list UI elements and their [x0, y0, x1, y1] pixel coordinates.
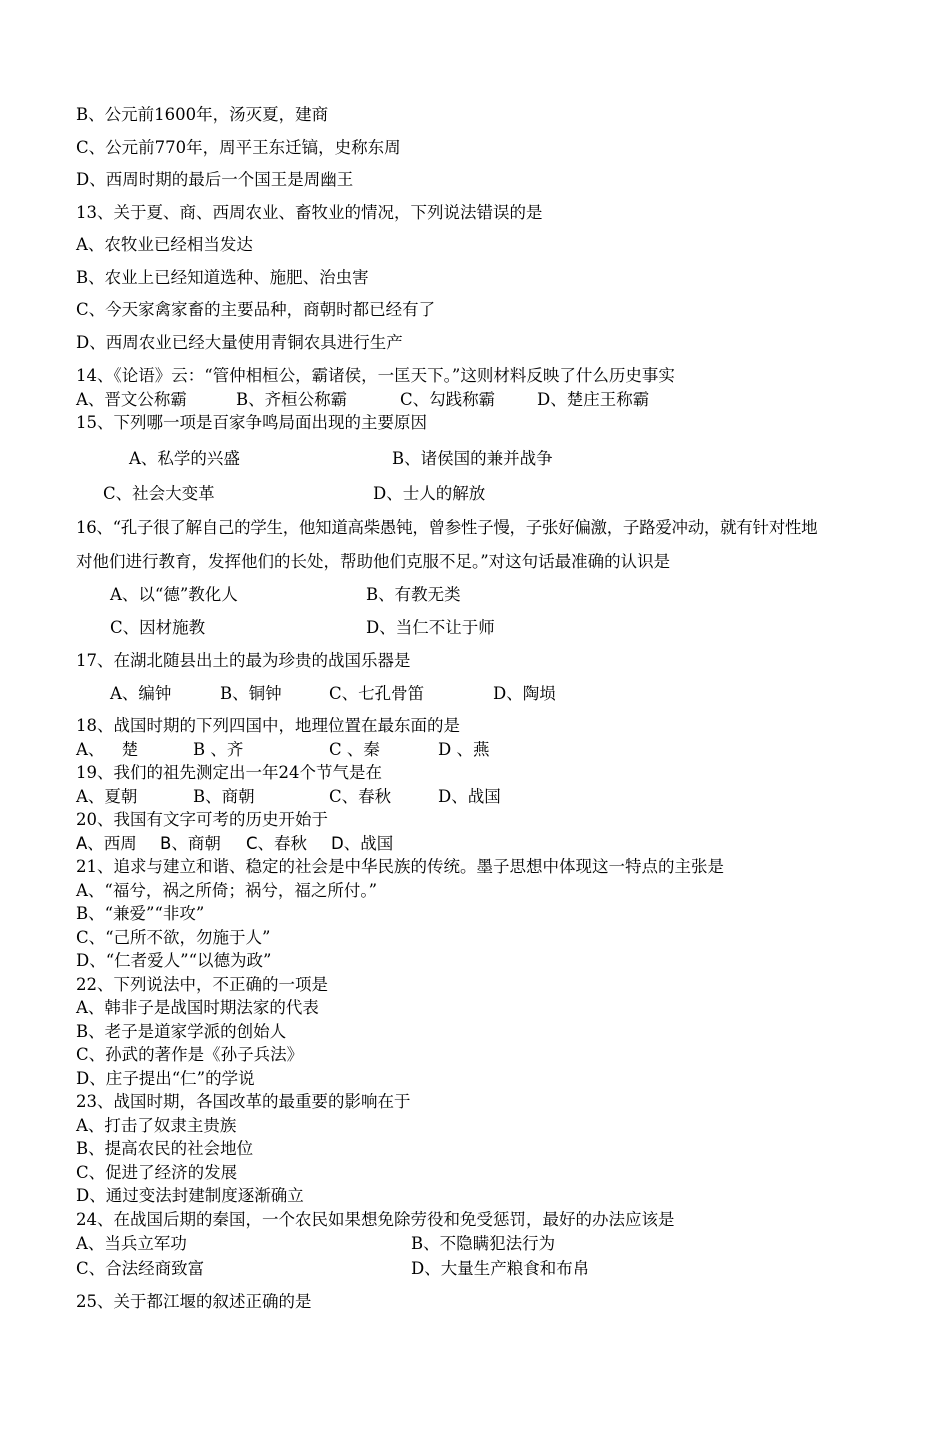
q18-option-d: D 、燕 [438, 740, 490, 759]
q18-option-a: A、 楚 [76, 740, 139, 759]
q14-option-a: A、晋文公称霸 [76, 390, 187, 409]
q21-option-b: B、“兼爱”“非攻” [76, 904, 205, 923]
q23-option-a: A、打击了奴隶主贵族 [76, 1116, 237, 1135]
q20-option-c: C、春秋 [246, 834, 308, 853]
q18-stem: 18、战国时期的下列四国中，地理位置在最东面的是 [76, 716, 460, 735]
q16-stem-line2: 对他们进行教育，发挥他们的长处，帮助他们克服不足。”对这句话最准确的认识是 [76, 552, 671, 571]
q16-option-b: B、有教无类 [366, 585, 461, 604]
q24-option-a: A、当兵立军功 [76, 1234, 187, 1253]
q22-stem: 22、下列说法中，不正确的一项是 [76, 975, 328, 994]
q14-option-c: C、勾践称霸 [400, 390, 496, 409]
q22-option-a: A、韩非子是战国时期法家的代表 [76, 998, 319, 1017]
q13-option-d: D、西周农业已经大量使用青铜农具进行生产 [76, 333, 403, 352]
q20-option-d: D、战国 [331, 834, 394, 853]
q15-option-c: C、社会大变革 [103, 484, 215, 503]
q20-option-b: B、商朝 [160, 834, 221, 853]
q14-option-d: D、楚庄王称霸 [537, 390, 650, 409]
q16-option-d: D、当仁不让于师 [366, 618, 495, 637]
q19-option-d: D、战国 [438, 787, 501, 806]
q13-option-b: B、农业上已经知道选种、施肥、治虫害 [76, 268, 369, 287]
q18-option-c: C 、秦 [329, 740, 380, 759]
q17-option-a: A、编钟 [110, 684, 172, 703]
q21-option-c: C、“己所不欲，勿施于人” [76, 928, 271, 947]
q23-option-d: D、通过变法封建制度逐渐确立 [76, 1186, 304, 1205]
q13-option-a: A、农牧业已经相当发达 [76, 235, 253, 254]
q12-option-d: D、西周时期的最后一个国王是周幽王 [76, 170, 354, 189]
q17-option-d: D、陶埙 [493, 684, 556, 703]
q17-option-b: B、铜钟 [220, 684, 282, 703]
q21-stem: 21、追求与建立和谐、稳定的社会是中华民族的传统。墨子思想中体现这一特点的主张是 [76, 857, 724, 876]
q24-option-b: B、不隐瞒犯法行为 [411, 1234, 556, 1253]
q16-stem-line1: 16、“孔子很了解自己的学生，他知道高柴愚钝，曾参性子慢，子张好偏激，子路爱冲动，就有针对性地 [76, 518, 818, 537]
q20-option-a: A、西周 [76, 834, 137, 853]
q20-stem: 20、我国有文字可考的历史开始于 [76, 810, 328, 829]
q21-option-d: D、“仁者爱人”“以德为政” [76, 951, 272, 970]
q25-stem: 25、关于都江堰的叙述正确的是 [76, 1292, 312, 1311]
q21-option-a: A、“福兮，祸之所倚；祸兮，福之所付。” [76, 881, 378, 900]
q24-option-c: C、合法经商致富 [76, 1259, 205, 1278]
q14-option-b: B、齐桓公称霸 [236, 390, 348, 409]
q19-option-c: C、春秋 [329, 787, 392, 806]
q23-option-b: B、提高农民的社会地位 [76, 1139, 254, 1158]
q17-stem: 17、在湖北随县出土的最为珍贵的战国乐器是 [76, 651, 411, 670]
q24-stem: 24、在战国后期的秦国，一个农民如果想免除劳役和免受惩罚，最好的办法应该是 [76, 1210, 675, 1229]
q12-option-c: C、公元前770年，周平王东迁镐，史称东周 [76, 138, 401, 157]
q15-option-d: D、士人的解放 [373, 484, 486, 503]
q13-stem: 13、关于夏、商、西周农业、畜牧业的情况，下列说法错误的是 [76, 203, 543, 222]
q22-option-b: B、老子是道家学派的创始人 [76, 1022, 287, 1041]
q13-option-c: C、今天家禽家畜的主要品种，商朝时都已经有了 [76, 300, 436, 319]
q19-option-a: A、夏朝 [76, 787, 138, 806]
q22-option-d: D、庄子提出“仁”的学说 [76, 1069, 255, 1088]
q24-option-d: D、大量生产粮食和布帛 [411, 1259, 590, 1278]
q14-stem: 14、《论语》云：“管仲相桓公，霸诸侯，一匡天下。”这则材料反映了什么历史事实 [76, 366, 675, 385]
q19-stem: 19、我们的祖先测定出一年24个节气是在 [76, 763, 382, 782]
q12-option-b: B、公元前1600年，汤灭夏，建商 [76, 105, 329, 124]
q17-option-c: C、七孔骨笛 [329, 684, 425, 703]
q15-stem: 15、下列哪一项是百家争鸣局面出现的主要原因 [76, 413, 427, 432]
q23-option-c: C、促进了经济的发展 [76, 1163, 238, 1182]
q22-option-c: C、孙武的著作是《孙子兵法》 [76, 1045, 304, 1064]
q18-option-b: B 、齐 [193, 740, 244, 759]
q19-option-b: B、商朝 [193, 787, 255, 806]
q15-option-a: A、私学的兴盛 [129, 449, 240, 468]
q23-stem: 23、战国时期，各国改革的最重要的影响在于 [76, 1092, 411, 1111]
q16-option-c: C、因材施教 [110, 618, 206, 637]
q16-option-a: A、以“德”教化人 [110, 585, 238, 604]
q15-option-b: B、诸侯国的兼并战争 [392, 449, 553, 468]
